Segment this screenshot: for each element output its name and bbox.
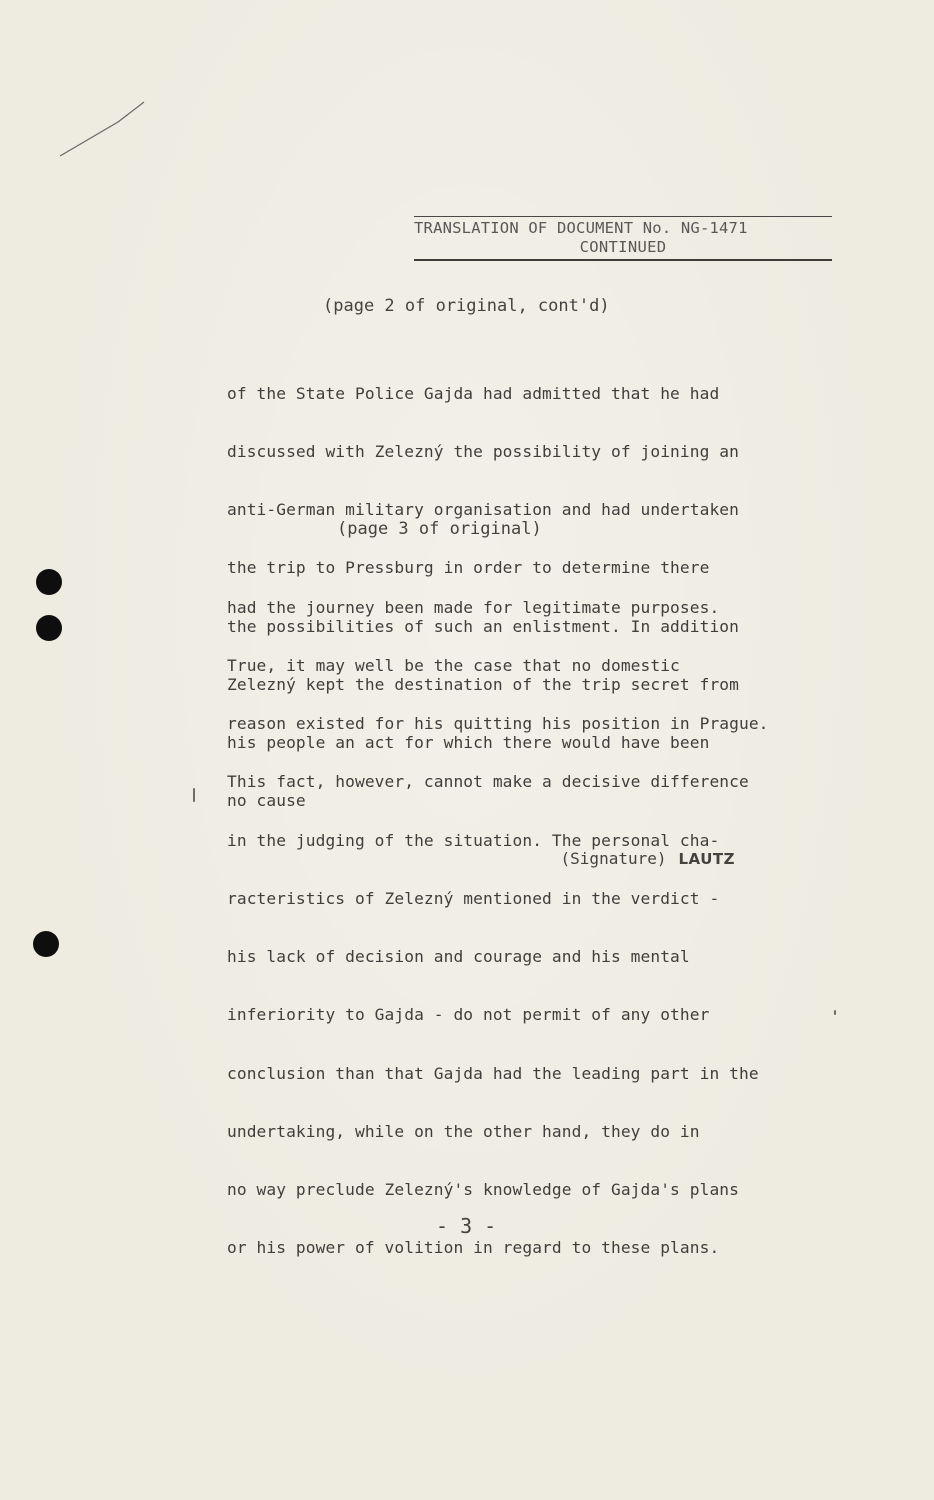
punch-hole-bottom: [33, 931, 59, 957]
text-line: discussed with Zelezný the possibility of joining an: [227, 442, 739, 462]
paragraph-2: [227, 559, 769, 1296]
text-line: no cause: [227, 791, 306, 811]
text-line: reason existed for his quitting his position in Prague.: [227, 714, 769, 734]
text-line: in the judging of the situation. The personal cha-: [227, 830, 720, 850]
punch-hole-top: [36, 569, 62, 595]
text-line: his people an act for which there would have been: [227, 733, 710, 753]
text-line: the trip to Pressburg in order to determine there: [227, 558, 710, 578]
text-line: no way preclude Zelezný's knowledge of Gajda's plans: [227, 1180, 739, 1199]
page-reference-1: (page 2 of original, cont'd): [323, 296, 610, 316]
punch-hole-middle: [36, 615, 62, 641]
signature-block: [522, 830, 735, 887]
text-line: True, it may well be the case that no domestic: [227, 656, 680, 676]
header-title: TRANSLATION OF DOCUMENT No. NG-1471: [414, 216, 832, 238]
text-line: conclusion than that Gajda had the leading part in the: [227, 1063, 759, 1083]
text-line: had the journey been made for legitimate purposes.: [227, 597, 720, 617]
text-line: of the State Police Gajda had admitted that he had: [227, 383, 720, 403]
text-line: or his power of volition in regard to these plans.: [227, 1238, 720, 1258]
pencil-mark: [58, 100, 148, 160]
document-header: [414, 216, 832, 261]
text-line: his lack of decision and courage and his mental: [227, 947, 690, 967]
text-line: inferiority to Gajda - do not permit of any other: [227, 1005, 710, 1025]
paper-speck: [834, 1010, 836, 1015]
signature-label: (Signature): [560, 849, 667, 868]
text-line: This fact, however, cannot make a decisive difference: [227, 772, 749, 792]
text-line: racteristics of Zelezný mentioned in the verdict -: [227, 888, 720, 908]
page-reference-2: (page 3 of original): [337, 519, 542, 539]
text-line: undertaking, while on the other hand, they do in: [227, 1121, 700, 1141]
text-line: anti-German military organisation and had undertaken: [227, 500, 739, 520]
page-number: - 3 -: [436, 1214, 497, 1238]
text-line: the possibilities of such an enlistment. In addition: [227, 616, 739, 636]
header-subtitle: CONTINUED: [414, 238, 832, 261]
text-line: Zelezný kept the destination of the trip secret from: [227, 674, 739, 694]
signature-name: LAUTZ: [678, 850, 735, 868]
paper-speck: [193, 788, 195, 802]
